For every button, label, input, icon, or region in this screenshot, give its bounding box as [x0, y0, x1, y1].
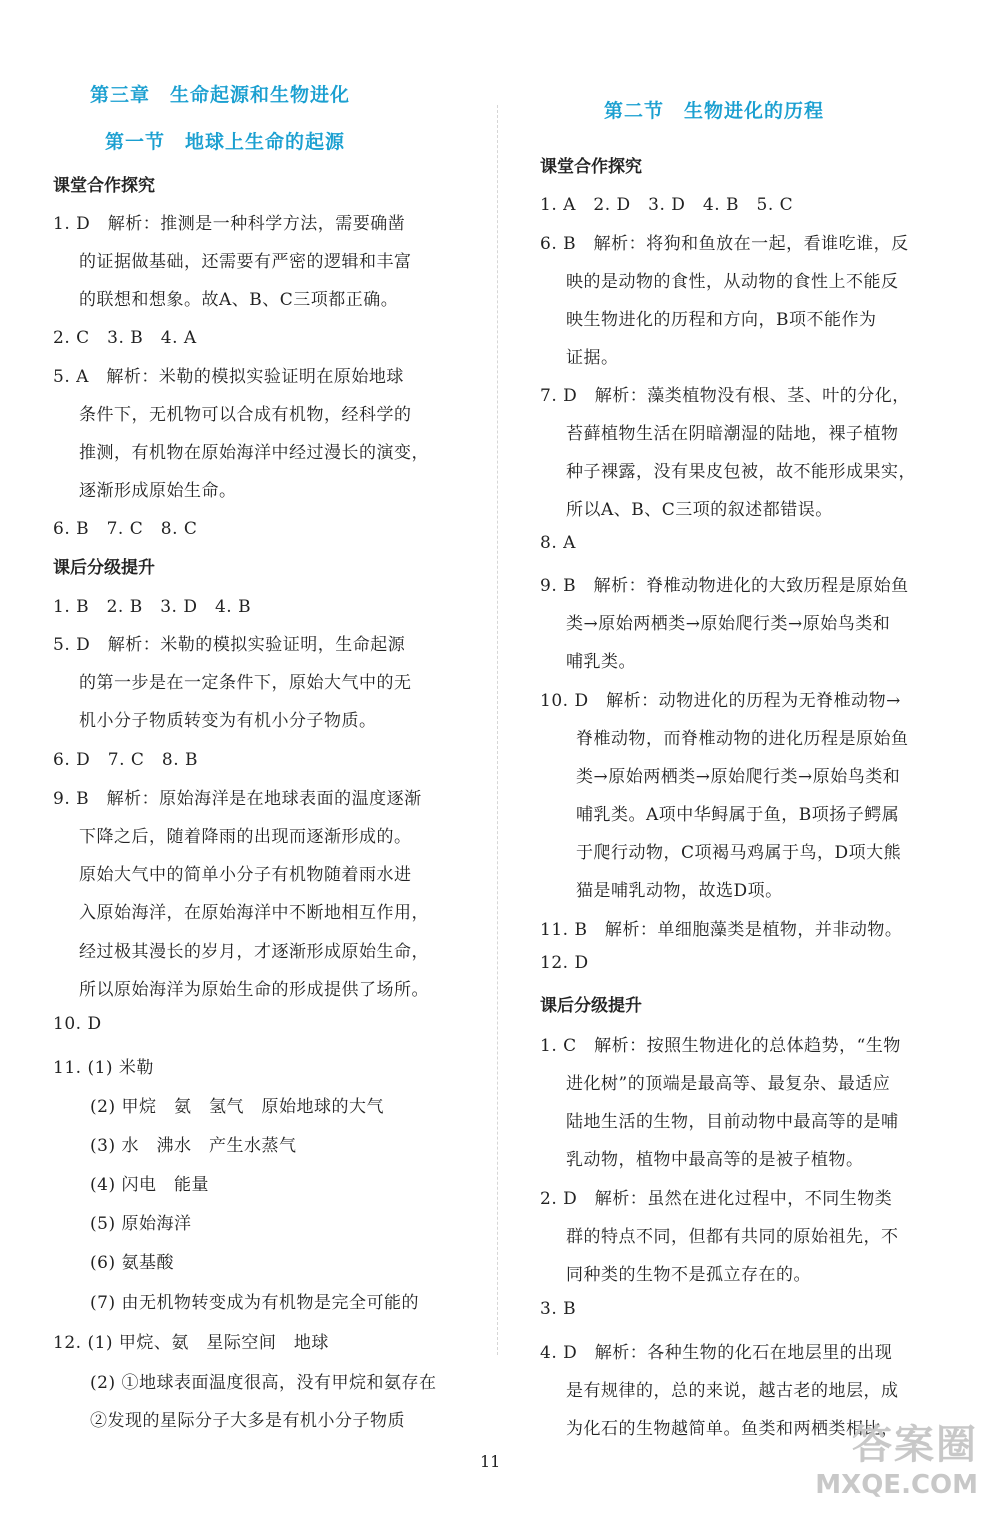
- answer-line: (2) 甲烷 氨 氢气 原始地球的大气: [90, 1097, 384, 1117]
- answer-line: 群的特点不同，但都有共同的原始祖先，不: [566, 1227, 899, 1247]
- answer-line: 5. D 解析：米勒的模拟实验证明，生命起源: [53, 635, 406, 655]
- answer-line: 1. B 2. B 3. D 4. B: [53, 597, 252, 617]
- answer-line: 9. B 解析：原始海洋是在地球表面的温度逐渐: [53, 789, 422, 809]
- answer-line: 推测，有机物在原始海洋中经过漫长的演变，: [79, 443, 429, 463]
- chapter-title: 第三章 生命起源和生物进化: [90, 84, 351, 106]
- answer-line: 映的是动物的食性，从动物的食性上不能反: [566, 272, 899, 292]
- answer-line: 10. D: [53, 1014, 102, 1034]
- answer-line: 1. C 解析：按照生物进化的总体趋势，“生物: [540, 1036, 901, 1056]
- answer-line: 陆地生活的生物，目前动物中最高等的是哺: [566, 1112, 899, 1132]
- answer-line: (5) 原始海洋: [90, 1214, 192, 1234]
- answer-line: 的第一步是在一定条件下，原始大气中的无: [79, 673, 412, 693]
- answer-line: 下降之后，随着降雨的出现而逐渐形成的。: [79, 827, 412, 847]
- answer-line: 4. D 解析：各种生物的化石在地层里的出现: [540, 1343, 893, 1363]
- heading-after-class: 课后分级提升: [540, 996, 642, 1016]
- answer-line: 经过极其漫长的岁月，才逐渐形成原始生命，: [79, 942, 429, 962]
- answer-line: 类→原始两栖类→原始爬行类→原始鸟类和: [566, 614, 891, 634]
- answer-line: 的证据做基础，还需要有严密的逻辑和丰富: [79, 252, 412, 272]
- answer-line: 所以A、B、C三项的叙述都错误。: [566, 500, 833, 520]
- answer-line: 机小分子物质转变为有机小分子物质。: [79, 711, 377, 731]
- answer-line: 类→原始两栖类→原始爬行类→原始鸟类和: [576, 767, 901, 787]
- watermark: [815, 1413, 978, 1500]
- answer-line: 12. (1) 甲烷、氨 星际空间 地球: [53, 1333, 329, 1353]
- heading-classroom: 课堂合作探究: [540, 157, 642, 177]
- answer-line: 6. B 7. C 8. C: [53, 519, 198, 539]
- answer-line: 是有规律的，总的来说，越古老的地层，成: [566, 1381, 899, 1401]
- answer-line: 猫是哺乳动物，故选D项。: [576, 881, 783, 901]
- answer-line: 脊椎动物，而脊椎动物的进化历程是原始鱼: [576, 729, 909, 749]
- answer-line: 原始大气中的简单小分子有机物随着雨水进: [79, 865, 412, 885]
- answer-line: 进化树”的顶端是最高等、最复杂、最适应: [566, 1074, 891, 1094]
- answer-line: (2) ①地球表面温度很高，没有甲烷和氨存在: [90, 1373, 437, 1393]
- answer-line: 的联想和想象。故A、B、C三项都正确。: [79, 290, 399, 310]
- answer-line: 11. B 解析：单细胞藻类是植物，并非动物。: [540, 920, 903, 940]
- answer-line: 所以原始海洋为原始生命的形成提供了场所。: [79, 980, 429, 1000]
- answer-line: 10. D 解析：动物进化的历程为无脊椎动物→: [540, 691, 901, 711]
- answer-line: (6) 氨基酸: [90, 1253, 174, 1273]
- answer-line: ②发现的星际分子大多是有机小分子物质: [90, 1411, 405, 1431]
- answer-line: (7) 由无机物转变成为有机物是完全可能的: [90, 1293, 419, 1313]
- answer-line: 2. D 解析：虽然在进化过程中，不同生物类: [540, 1189, 893, 1209]
- answer-line: 11. (1) 米勒: [53, 1058, 154, 1078]
- answer-line: 12. D: [540, 953, 589, 973]
- heading-after-class: 课后分级提升: [53, 558, 155, 578]
- answer-line: 哺乳类。A项中华鲟属于鱼，B项扬子鳄属: [576, 805, 900, 825]
- answer-line: 2. C 3. B 4. A: [53, 328, 197, 348]
- answer-line: (4) 闪电 能量: [90, 1175, 209, 1195]
- answer-line: 于爬行动物，C项褐马鸡属于鸟，D项大熊: [576, 843, 902, 863]
- answer-line: 苔藓植物生活在阴暗潮湿的陆地，裸子植物: [566, 424, 899, 444]
- answer-line: 1. A 2. D 3. D 4. B 5. C: [540, 195, 794, 215]
- answer-line: 哺乳类。: [566, 652, 636, 672]
- answer-line: 7. D 解析：藻类植物没有根、茎、叶的分化，: [540, 386, 910, 406]
- answer-line: 入原始海洋，在原始海洋中不断地相互作用，: [79, 903, 429, 923]
- answer-line: 同种类的生物不是孤立存在的。: [566, 1265, 811, 1285]
- answer-line: 映生物进化的历程和方向，B项不能作为: [566, 310, 877, 330]
- answer-line: 6. D 7. C 8. B: [53, 750, 199, 770]
- section-title-1: 第一节 地球上生命的起源: [105, 131, 346, 153]
- answer-line: 乳动物，植物中最高等的是被子植物。: [566, 1150, 864, 1170]
- watermark-text: 答案圈: [852, 1422, 978, 1468]
- page-number: 11: [480, 1452, 501, 1471]
- answer-line: 条件下，无机物可以合成有机物，经科学的: [79, 405, 412, 425]
- section-title-2: 第二节 生物进化的历程: [604, 100, 825, 122]
- column-divider: [497, 105, 498, 1355]
- answer-line: 证据。: [566, 348, 619, 368]
- answer-line: 9. B 解析：脊椎动物进化的大致历程是原始鱼: [540, 576, 909, 596]
- answer-line: 3. B: [540, 1299, 577, 1319]
- answer-line: 5. A 解析：米勒的模拟实验证明在原始地球: [53, 367, 404, 387]
- answer-line: 8. A: [540, 533, 576, 553]
- heading-classroom: 课堂合作探究: [53, 176, 155, 196]
- answer-line: 逐渐形成原始生命。: [79, 481, 237, 501]
- answer-line: 为化石的生物越简单。鱼类和两栖类相比，: [566, 1419, 899, 1439]
- answer-line: 1. D 解析：推测是一种科学方法，需要确凿: [53, 214, 406, 234]
- answer-line: 6. B 解析：将狗和鱼放在一起，看谁吃谁，反: [540, 234, 909, 254]
- watermark-url: MXQE.COM: [815, 1470, 978, 1500]
- answer-line: (3) 水 沸水 产生水蒸气: [90, 1136, 297, 1156]
- answer-line: 种子裸露，没有果皮包被，故不能形成果实，: [566, 462, 916, 482]
